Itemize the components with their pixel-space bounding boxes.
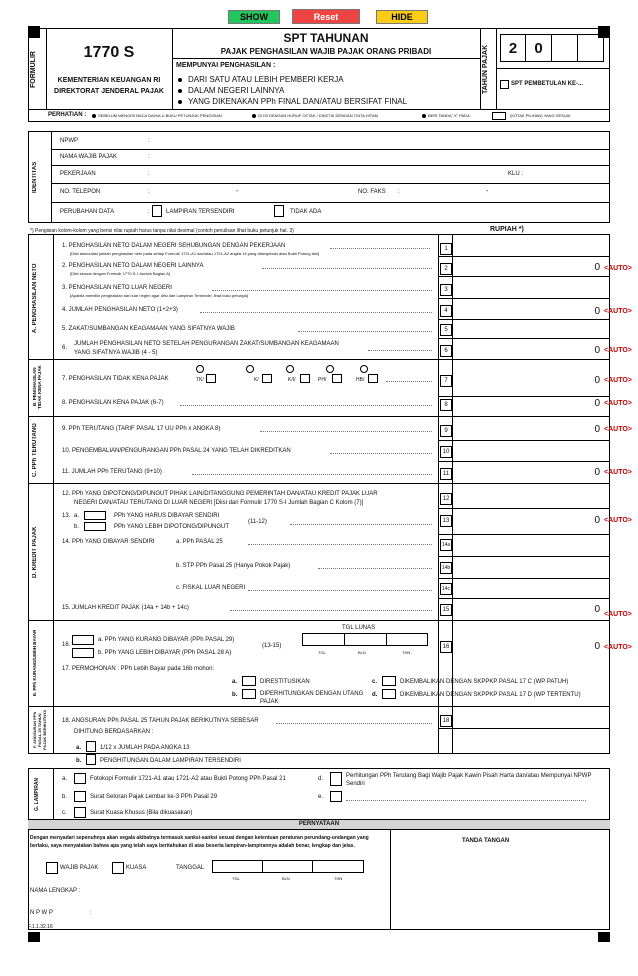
line-9-label: 9. PPh TERUTANG (TARIF PASAL 17 UU PPh x ANGKA 8) [62,426,221,432]
l13b-checkbox[interactable] [84,522,106,531]
line-12-input[interactable] [454,490,606,506]
line-8-value: 0 [594,398,600,409]
wajib-pajak-checkbox[interactable] [46,862,58,874]
section-d-label: D. KREDIT PAJAK [32,526,38,578]
section-a-label: A. PENGHASILAN NETO [32,263,38,333]
lampiran-d-checkbox[interactable] [330,772,342,786]
line-3-label: 3. PENGHASILAN NETO LUAR NEGERI [62,285,172,291]
line-9-value: 0 [594,424,600,435]
line-6-value: 0 [594,345,600,356]
auto-label: <AUTO> [604,517,632,524]
auto-label: <AUTO> [604,308,632,315]
income-heading: MEMPUNYAI PENGHASILAN : [176,62,276,69]
tidak-ada-checkbox[interactable] [274,205,284,217]
line-10-input[interactable] [454,444,606,458]
line-7-label: 7. PENGHASILAN TIDAK KENA PAJAK [62,376,169,382]
section-b-label: B. PENGHASILAN TIDAK KENA PAJAK [32,365,42,409]
reset-button[interactable]: Reset [292,9,360,24]
line-17-label: 17. PERMOHONAN : PPh Lebih Bayar pada 16b mohon: [62,666,215,672]
section-g-label: G. LAMPIRAN [34,777,40,811]
form-code: F.1.1.32.16 [28,924,53,930]
year-input[interactable]: 2 0 [500,34,604,62]
telepon-label: NO. TELEPON [60,189,101,195]
diperhitungkan-checkbox[interactable] [242,689,256,699]
auto-label: <AUTO> [604,347,632,354]
restitusi-checkbox[interactable] [242,676,256,686]
section-c-label: C. PPh TERUTANG [32,423,38,477]
bullet-icon [178,78,182,82]
tk-radio[interactable] [196,365,204,373]
pernyataan-title: PERNYATAAN [298,821,340,827]
line-18-label: 18. ANGSURAN PPh PASAL 25 TAHUN PAJAK BERIKUTNYA SEBESAR [62,718,259,724]
npwp-input[interactable] [158,134,598,147]
skppkp-17d-checkbox[interactable] [382,689,396,699]
kuasa-checkbox[interactable] [112,862,124,874]
auto-label: <AUTO> [604,611,632,618]
l16b-checkbox[interactable] [72,648,94,658]
formulir-label: FORMULIR [30,51,37,89]
line-2-value: 0 [594,262,600,273]
form-number: 1770 S [83,44,135,61]
directorate-name: DIREKTORAT JENDERAL PAJAK [54,88,164,95]
npwp-label: NPWP [60,138,78,144]
line-13-value: 0 [594,515,600,526]
line-10-label: 10. PENGEMBALIAN/PENGURANGAN PPh PASAL 24 YANG TELAH DIKREDITKAN [62,448,291,454]
line-3-input[interactable] [454,282,606,295]
faks-label: NO. FAKS [358,189,386,195]
line-2-label: 2. PENGHASILAN NETO DALAM NEGERI LAINNYA [62,263,204,269]
line-12-label: 12. PPh YANG DIPOTONG/DIPUNGUT PIHAK LAIN/DITANGGUNG PEMERINTAH DAN/ATAU KREDIT PAJAK LUAR [62,491,378,497]
auto-label: <AUTO> [604,377,632,384]
l13a-checkbox[interactable] [84,511,106,520]
klu-label: KLU : [508,171,524,177]
tahun-pajak-label: TAHUN PAJAK [482,44,489,94]
ministry-name: KEMENTERIAN KEUANGAN RI [57,77,161,84]
ph-radio[interactable] [326,365,334,373]
line-15-label: 15. JUMLAH KREDIT PAJAK (14a + 14b + 14c) [62,605,189,611]
lampiran-c-checkbox[interactable] [74,807,86,818]
lampiran-b-checkbox[interactable] [74,791,86,802]
line-16-value: 0 [594,641,600,652]
corner-marker [598,932,610,942]
page-title: SPT TAHUNAN [283,31,369,45]
line-14b-input[interactable] [454,560,606,576]
rupiah-note: *) Pengisian kolom-kolom yang berisi nilai rupiah harus tanpa nilai desimal (contoh penulisan lihat buku petunjuk hal. 3) [30,228,294,234]
klu-input[interactable] [528,168,598,180]
nama-input[interactable] [158,151,598,163]
line-14a-input[interactable] [454,537,606,553]
lampiran-a-checkbox[interactable] [74,773,86,784]
l18b-checkbox[interactable] [86,754,96,765]
line-4-label: 4. JUMLAH PENGHASILAN NETO (1+2+3) [62,307,178,313]
auto-label: <AUTO> [604,469,632,476]
bullet-icon [178,100,182,104]
line-11-value: 0 [594,467,600,478]
line-18-input[interactable] [454,713,606,727]
tanggal-input[interactable] [212,860,364,873]
line-5-input[interactable] [454,322,606,335]
line-14-label: 14. PPh YANG DIBAYAR SENDIRI [62,539,155,545]
perubahan-label: PERUBAHAN DATA [60,209,115,215]
section-e-label: E. PPh KURANG/LEBIH BAYAR [32,629,37,697]
corner-marker [28,932,40,942]
lampiran-e-checkbox[interactable] [330,791,342,802]
bullet-icon [92,114,96,118]
pembetulan-label: SPT PEMBETULAN KE-... [511,81,584,87]
tanda-tangan-label: TANDA TANGAN [462,838,510,844]
lampiran-checkbox[interactable] [152,205,162,217]
line-11-label: 11. JUMLAH PPh TERUTANG (9+10) [62,469,162,475]
l18a-checkbox[interactable] [86,741,96,752]
line-7-value: 0 [594,375,600,386]
example-checkbox [492,112,506,120]
page-subtitle: PAJAK PENGHASILAN WAJIB PAJAK ORANG PRIBADI [220,47,432,56]
auto-label: <AUTO> [604,644,632,651]
perhatian-label: PERHATIAN : [48,112,87,118]
nama-label: NAMA WAJIB PAJAK [60,154,118,160]
income-list: DARI SATU ATAU LEBIH PEMBERI KERJA DALAM NEGERI LAINNYA YANG DIKENAKAN PPh FINAL DAN/ATAU BERSIFAT FINAL [178,74,407,107]
auto-label: <AUTO> [604,426,632,433]
line-15-value: 0 [594,604,600,615]
skppkp-17c-checkbox[interactable] [382,676,396,686]
section-f-label: F. ANGSURAN PPh PASAL 25 TAHUN PAJAK BERIKUTNYA [32,709,47,751]
line-8-label: 8. PENGHASILAN KENA PAJAK (6-7) [62,400,164,406]
npwp-sign-input[interactable] [96,906,386,918]
k-radio[interactable] [246,365,254,373]
hb-radio[interactable] [360,365,368,373]
auto-label: <AUTO> [604,265,632,272]
tgl-lunas-input[interactable] [302,633,428,646]
l16a-checkbox[interactable] [72,635,94,645]
pembetulan-checkbox[interactable] [500,80,509,89]
hide-button[interactable]: HIDE [376,10,428,24]
auto-label: <AUTO> [604,400,632,407]
pernyataan-text: Dengan menyadari sepenuhnya akan segala akibatnya termasuk sanksi-sanksi sesuai dengan ketentuan peraturan perundang-undangan yang berlaku, saya menyatakan bahwa apa yang telah saya beritahukan di atas beserta lampiran-lampirannya adalah benar, lengkap dan jelas. [30,835,369,849]
line-4-value: 0 [594,306,600,317]
show-button[interactable]: SHOW [228,10,280,24]
pekerjaan-label: PEKERJAAN [60,171,96,177]
identitas-label: IDENTITAS [32,161,38,193]
bullet-icon [252,114,256,118]
line-1-input[interactable] [454,241,606,254]
nama-lengkap-label: NAMA LENGKAP : [30,888,81,894]
line-5-label: 5. ZAKAT/SUMBANGAN KEAGAMAAN YANG SIFATNYA WAJIB [62,326,235,332]
line-6-label: JUMLAH PENGHASILAN NETO SETELAH PENGURANGAN ZAKAT/SUMBANGAN KEAGAMAAN [74,341,339,347]
pekerjaan-input[interactable] [158,168,478,180]
bullet-icon [178,89,182,93]
line-1-label: 1. PENGHASILAN NETO DALAM NEGERI SEHUBUNGAN DENGAN PEKERJAAN [62,243,286,249]
rupiah-header: RUPIAH *) [490,226,524,233]
ki-radio[interactable] [286,365,294,373]
telepon-input[interactable] [158,186,338,198]
nama-lengkap-input[interactable] [96,884,386,896]
line-14c-input[interactable] [454,581,606,596]
faks-input[interactable] [408,186,598,198]
npwp-sign-label: N P W P [30,910,53,916]
bullet-icon [422,114,426,118]
